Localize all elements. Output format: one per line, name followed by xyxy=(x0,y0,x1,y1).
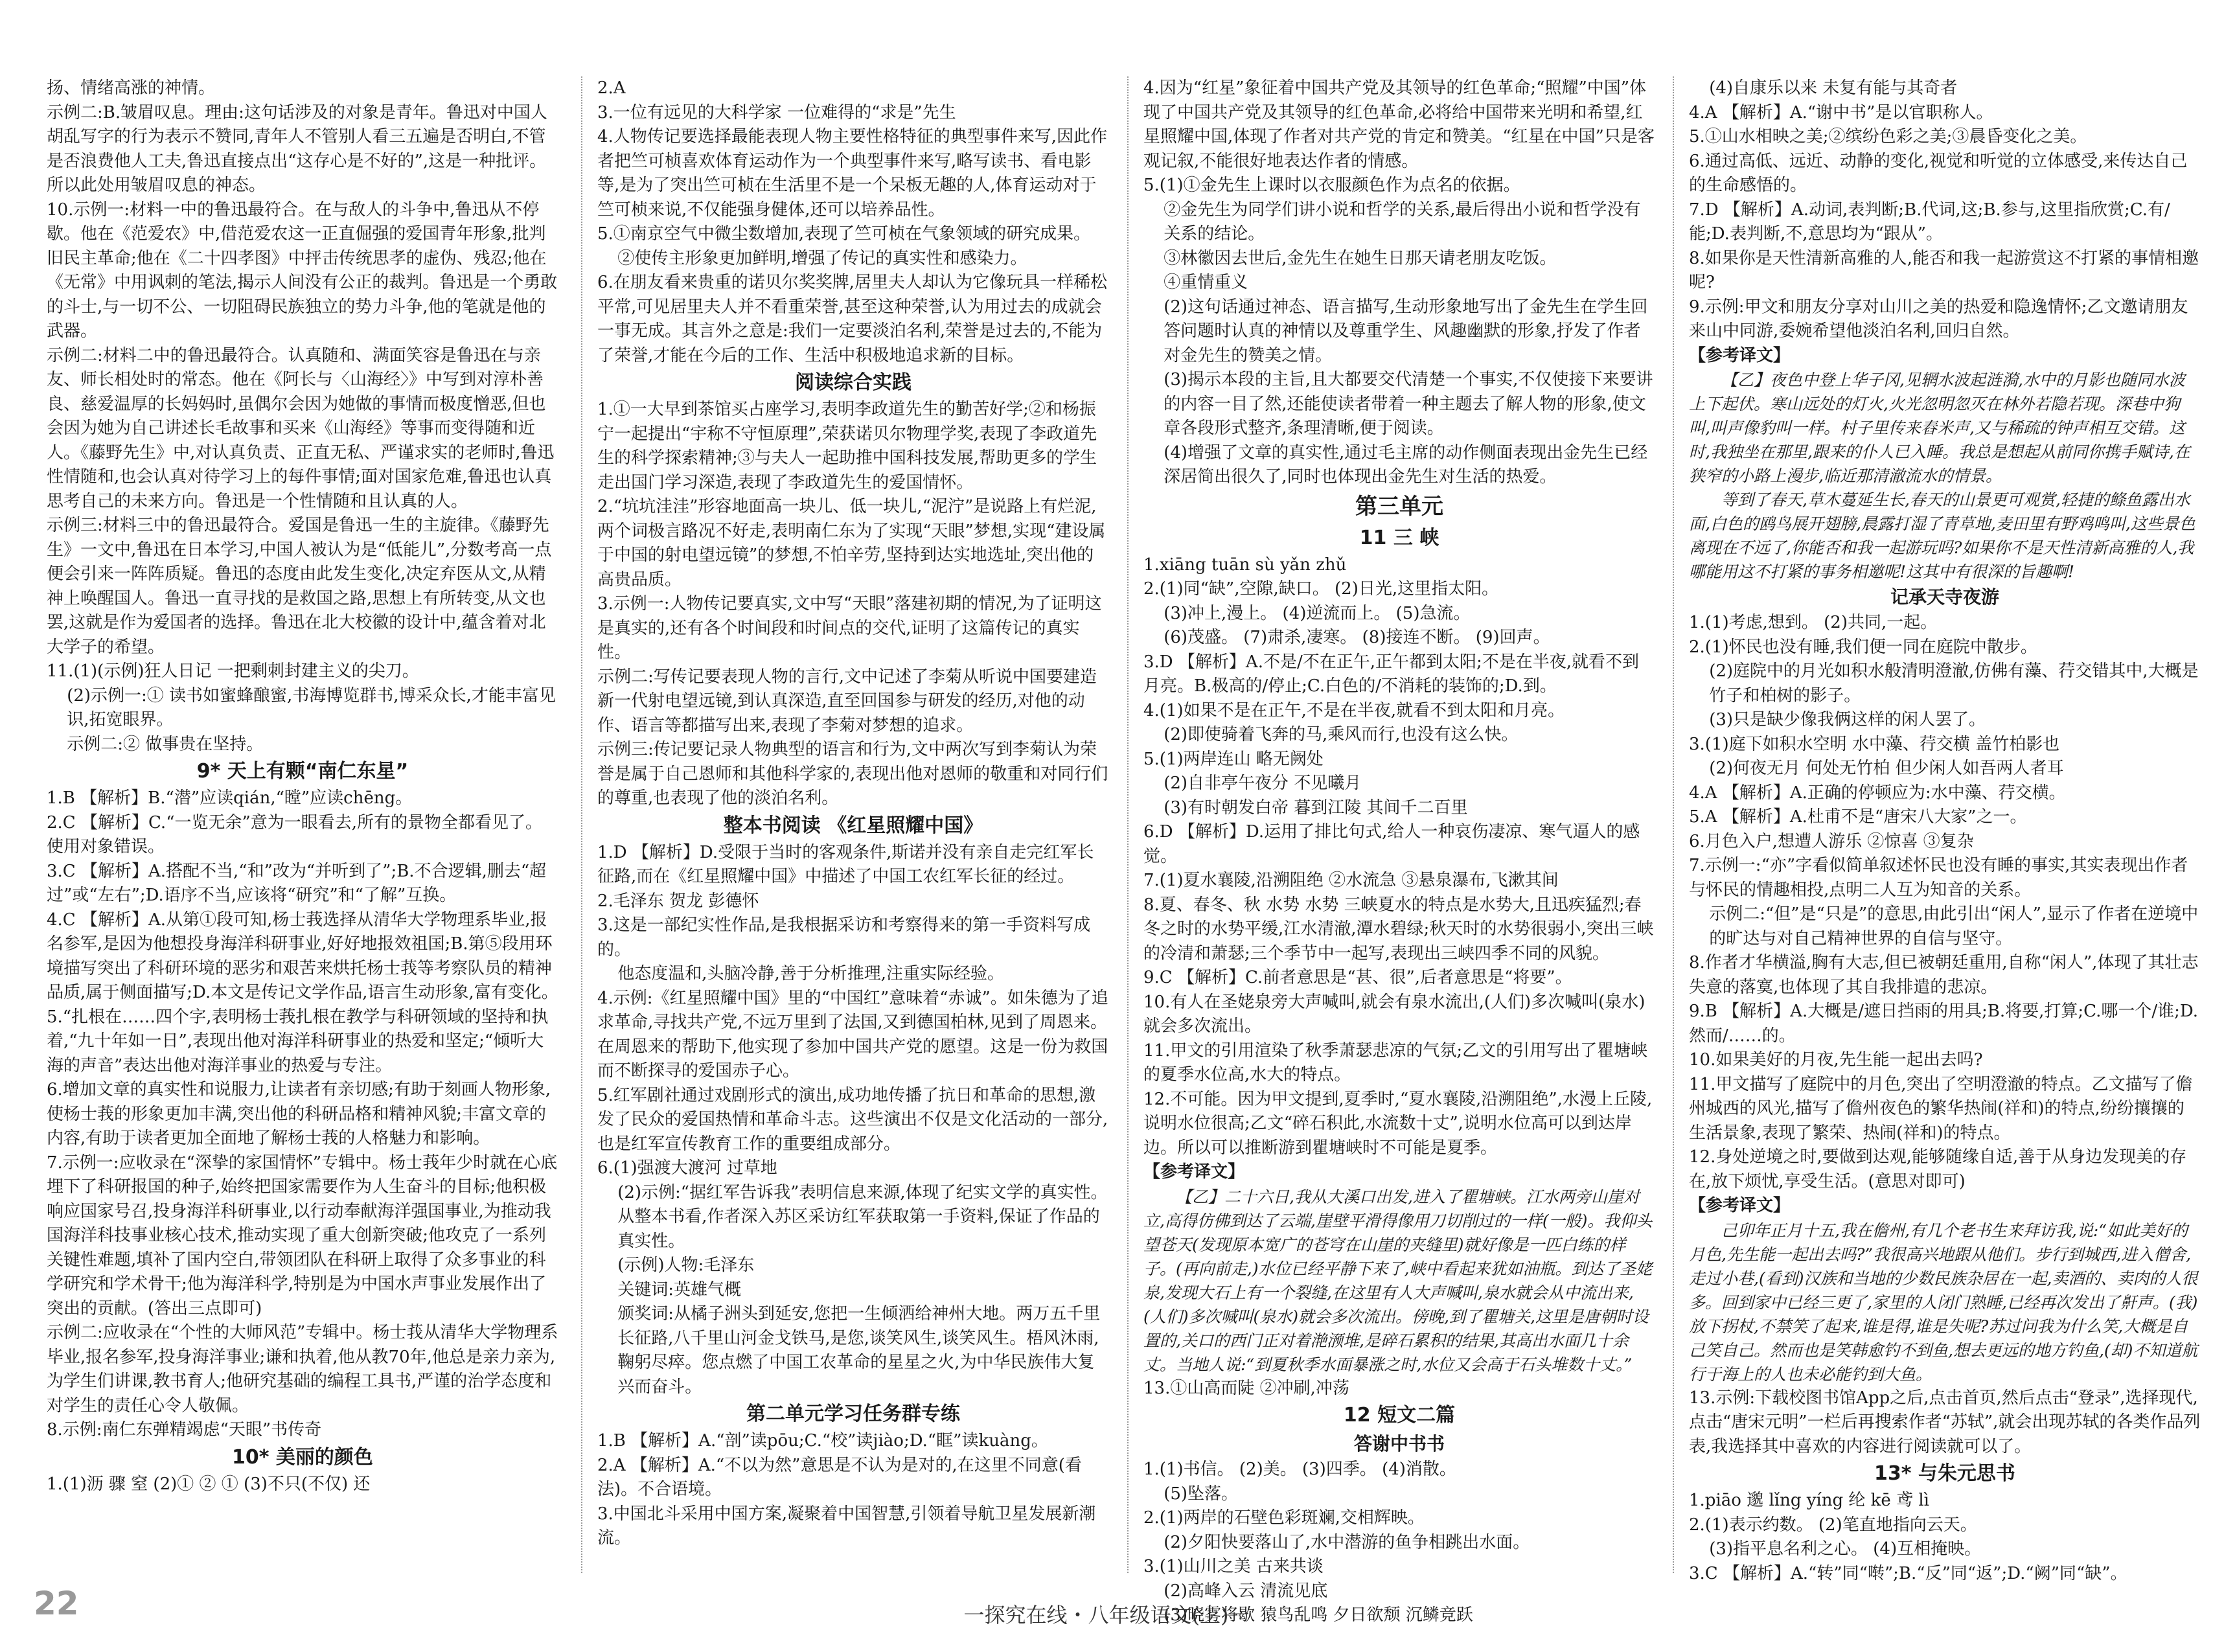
answer-paragraph: (4)增强了文章的真实性,通过毛主席的动作侧面表现出金先生已经深居简出很久了,同时也体现出金先生对生活的热爱。 xyxy=(1164,442,1648,487)
answer-paragraph: 2.(1)同“缺”,空隙,缺口。 (2)日光,这里指太阳。 xyxy=(1143,579,1499,599)
answer-paragraph: 1.(1)沥 骤 窒 (2)① ② ① (3)不只(不仅) 还 xyxy=(47,1474,371,1494)
answer-paragraph: 9.C 【解析】C.前者意思是“甚、很”,后者意思是“将要”。 xyxy=(1143,968,1572,987)
translation-paragraph: 【乙】夜色中登上华子冈,见辋水波起涟漪,水中的月影也随同水波上下起伏。寒山远处的灯火,火光忽明忽灭在林外若隐若现。深巷中狗叫,叫声像豹叫一样。村子里传来舂米声,又与稀疏的钟声相互交错。这时,我独坐在那里,跟来的仆人已入睡。我总是想起从前同你携手赋诗,在狭窄的小路上漫步,临近那清澈流水的情景。 xyxy=(1689,371,2190,485)
answer-paragraph: 7.示例一:“亦”字看似简单叙述怀民也没有睡的事实,其实表现出作者与怀民的情趣相投,点明二人互为知音的关系。 xyxy=(1689,856,2188,900)
answer-paragraph: 他态度温和,头脑冷静,善于分析推理,注重实际经验。 xyxy=(617,964,1004,983)
answer-paragraph: 8.如果你是天性清新高雅的人,能否和我一起游赏这不打紧的事情相邀呢? xyxy=(1689,248,2199,292)
answer-paragraph: 11.(1)(示例)狂人日记 一把剩刺封建主义的尖刀。 xyxy=(47,661,419,681)
answer-paragraph: 3.C 【解析】A.搭配不当,“和”改为“并听到了”;B.不合逻辑,删去“超过”或“左右”;D.语序不当,应该将“研究”和“了解”互换。 xyxy=(47,861,547,905)
answer-paragraph: 5.(1)两岸连山 略无阙处 xyxy=(1143,749,1324,769)
answer-paragraph: (3)指平息名利之心。 (4)互相掩映。 xyxy=(1709,1539,1982,1559)
answer-paragraph: 10.有人在圣姥泉旁大声喊叫,就会有泉水流出,(人们)多次喊叫(泉水)就会多次流出。 xyxy=(1143,992,1645,1036)
answer-paragraph: 2.C 【解析】C.“一览无余”意为一眼看去,所有的景物全都看见了。使用对象错误。 xyxy=(47,812,543,856)
answer-paragraph: 1.xiāng tuān sù yǎn zhǔ xyxy=(1143,555,1347,575)
sub-heading: 答谢中书书 xyxy=(1353,1433,1445,1454)
answer-paragraph: 4.A 【解析】A.“谢中书”是以官职称人。 xyxy=(1689,102,1993,122)
column-divider xyxy=(581,76,582,1573)
answer-paragraph: 6.在朋友看来贵重的诺贝尔奖奖牌,居里夫人却认为它像玩具一样稀松平常,可见居里夫人并不看重荣誉,甚至这种荣誉,认为用过去的成就会一事无成。其言外之意是:我们一定要淡泊名利,荣誉是过去的,不能为了荣誉,才能在今后的工作、生活中积极地追求新的目标。 xyxy=(597,273,1108,365)
answer-paragraph: 扬、情绪高涨的神情。 xyxy=(47,78,216,98)
section-heading: 12 短文二篇 xyxy=(1343,1404,1456,1427)
section-heading: 阅读综合实践 xyxy=(795,371,912,394)
answer-paragraph: 9.示例:甲文和朋友分享对山川之美的热爱和隐逸情怀;乙文邀请朋友来山中同游,委婉希望他淡泊名利,回归自然。 xyxy=(1689,297,2188,341)
answer-paragraph: 关键词:英雄气概 xyxy=(617,1279,741,1300)
answer-paragraph: 4.示例:《红星照耀中国》里的“中国红”意味着“赤诚”。如朱德为了追求革命,寻找共产党,不远万里到了法国,又到德国柏林,见到了周恩来。在周恩来的帮助下,他实现了参加中国共产党的愿望。这是一份为救国而不断探寻的爱国赤子心。 xyxy=(597,988,1108,1081)
answer-paragraph: 8.夏、春冬、秋 水势 水势 三峡夏水的特点是水势大,且迅疾猛烈;春冬之时的水势平缓,江水清澈,潭水碧绿;秋天时的水势很弱小,突出三峡的冷清和萧瑟;三个季节中一起写,表现出三峡四季不同的风貌。 xyxy=(1143,895,1654,963)
answer-paragraph: 1.B 【解析】B.“潜”应读qián,“瞠”应读chēng。 xyxy=(47,788,413,808)
translation-paragraph: 己卯年正月十五,我在儋州,有几个老书生来拜访我,说:“如此美好的月色,先生能一起出去吗?”我很高兴地跟从他们。步行到城西,进入僧舍,走过小巷,(看到)汉族和当地的少数民族杂居在一起,卖酒的、卖肉的人很多。回到家中已经三更了,家里的人闭门熟睡,已经再次发出了鼾声。(我)放下拐杖,不禁笑了起来,谁是得,谁是失呢?苏过问我为什么笑,大概是自己笑自己。然而也是笑韩愈钓不到鱼,想去更远的地方钓鱼,(却)不知道航行于海上的人也未必能钓到大鱼。 xyxy=(1689,1221,2198,1384)
answer-paragraph: 3.C 【解析】A.“转”同“啭”;B.“反”同“返”;D.“阙”同“缺”。 xyxy=(1689,1563,2127,1583)
answer-paragraph: (2)何夜无月 何处无竹柏 但少闲人如吾两人者耳 xyxy=(1709,759,2064,778)
answer-paragraph: 4.(1)如果不是在正午,不是在半夜,就看不到太阳和月亮。 xyxy=(1143,700,1565,720)
answer-paragraph: (2)这句话通过神态、语言描写,生动形象地写出了金先生在学生回答问题时认真的神情以及尊重学生、风趣幽默的形象,抒发了作者对金先生的赞美之情。 xyxy=(1164,297,1648,365)
answer-paragraph: 示例三:传记要记录人物典型的语言和行为,文中两次写到李菊认为荣誉是属于自己恩师和其他科学家的,表现出他对恩师的敬重和对同行们的尊重,也表现了他的淡泊名利。 xyxy=(597,740,1108,808)
answer-paragraph: 2.(1)表示约数。 (2)笔直地指向云天。 xyxy=(1689,1515,1977,1535)
answer-paragraph: 示例二:“但”是“只是”的意思,由此引出“闲人”,显示了作者在逆境中的旷达与对自己精神世界的自信与坚守。 xyxy=(1709,904,2199,948)
answer-paragraph: 1.piāo 邈 lǐng yíng 纶 kē 鸢 lì xyxy=(1689,1491,1929,1510)
answer-paragraph: 1.(1)书信。 (2)美。 (3)四季。 (4)消散。 xyxy=(1143,1460,1456,1479)
answer-paragraph: 3.(1)庭下如积水空明 水中藻、荇交横 盖竹柏影也 xyxy=(1689,734,2060,754)
answer-paragraph: 6.月色入户,想遭人游乐 ②惊喜 ③复杂 xyxy=(1689,831,1974,851)
answer-paragraph: 8.示例:南仁东弹精竭虑“天眼”书传奇 xyxy=(47,1420,322,1440)
answer-paragraph: 1.①一大早到茶馆买占座学习,表明李政道先生的勤苦好学;②和杨振宁一起提出“宇称不守恒原理”,荣获诺贝尔物理学奖,表现了李政道先生的科学探索精神;③与夫人一起助推中国科技发展,帮助更多的学生走出国门学习深造,表现了李政道先生的爱国情怀。 xyxy=(597,400,1097,492)
footer-title: 一探究在线・八年级语文(上)一 xyxy=(963,1603,1250,1627)
answer-paragraph: (3)揭示本段的主旨,且大都要交代清楚一个事实,不仅使接下来要讲的内容一目了然,还能使读者带着一种主题去了解人物的形象,使文章各段形式整齐,条理清晰,便于阅读。 xyxy=(1164,370,1653,438)
answer-paragraph: 4.C 【解析】A.从第①段可知,杨士莪选择从清华大学物理系毕业,报名参军,是因为他想投身海洋科研事业,好好地报效祖国;B.第⑤段用环境描写突出了科研环境的恶劣和艰苦来烘托杨士莪等考察队员的精神品质,属于侧面描写;D.本文是传记文学作品,语言生动形象,富有变化。 xyxy=(47,910,558,1002)
column-divider xyxy=(1673,76,1674,1573)
reference-label: 【参考译文】 xyxy=(1689,345,1791,365)
answer-paragraph: (3)只是缺少像我俩这样的闲人罢了。 xyxy=(1709,710,1986,729)
answer-paragraph: 12.不可能。因为甲文提到,夏季时,“夏水襄陵,沿溯阻绝”,水漫上丘陵,说明水位很高;乙文“碎石积此,水流数十丈”,说明水位高可以到达岸边。所以可以推断游到瞿塘峡时不可能是夏季。 xyxy=(1143,1089,1653,1158)
answer-paragraph: 3.D 【解析】A.不是/不在正午,正午都到太阳;不是在半夜,就看不到月亮。B.极高的/停止;C.白色的/不消耗的装饰的;D.到。 xyxy=(1143,652,1640,696)
answer-paragraph: 7.D 【解析】A.动词,表判断;B.代词,这;B.参与,这里指欣赏;C.有/能;D.表判断,不,意思均为“跟从”。 xyxy=(1689,200,2170,244)
answer-paragraph: (4)自康乐以来 未复有能与其奇者 xyxy=(1709,78,1958,98)
answer-paragraph: ④重情重义 xyxy=(1164,273,1248,292)
answer-column-1 xyxy=(47,76,558,1573)
answer-paragraph: 6.通过高低、远近、动静的变化,视觉和听觉的立体感受,来传达自己的生命感悟的。 xyxy=(1689,151,2188,195)
answer-paragraph: (示例)人物:毛泽东 xyxy=(617,1256,755,1275)
answer-paragraph: 7.(1)夏水襄陵,沿溯阻绝 ②水流急 ③悬泉瀑布,飞漱其间 xyxy=(1143,871,1559,890)
page-number: 22 xyxy=(34,1585,79,1622)
answer-paragraph: 颁奖词:从橘子洲头到延安,您把一生倾洒给神州大地。两万五千里长征路,八千里山河金戈铁马,是您,谈笑风生,谈笑风生。梧风沐雨,鞠躬尽瘁。您点燃了中国工农革命的星星之火,为中华民族伟大复兴而奋斗。 xyxy=(617,1304,1101,1397)
answer-paragraph: (3)冲上,漫上。 (4)逆流而上。 (5)急流。 xyxy=(1164,603,1471,623)
answer-paragraph: 9.B 【解析】A.大概是/遮日挡雨的用具;B.将要,打算;C.哪一个/谁;D.然而/……的。 xyxy=(1689,1002,2199,1046)
answer-paragraph: 7.示例一:应收录在“深挚的家国情怀”专辑中。杨士莪年少时就在心底埋下了科研报国的种子,始终把国家需要作为人生奋斗的目标;他积极响应国家号召,投身海洋科研事业,以行动奉献海洋强国事业,为推动我国海洋科技事业核心技术,推动实现了重大创新突破;他攻克了一系列关键性难题,填补了国内空白,带领团队在科研上取得了众多事业的科学研究和学术骨干;他为海洋科学,特别是为中国水声事业发展作出了突出的贡献。(答出三点即可) xyxy=(47,1153,558,1318)
answer-paragraph: ②金先生为同学们讲小说和哲学的关系,最后得出小说和哲学没有关系的结论。 xyxy=(1164,200,1641,244)
answer-paragraph: (2)自非亭午夜分 不见曦月 xyxy=(1164,774,1362,793)
column-divider xyxy=(1127,76,1129,1573)
answer-paragraph: 2.(1)怀民也没有睡,我们便一同在庭院中散步。 xyxy=(1689,637,2037,657)
answer-paragraph: 示例二:写传记要表现人物的言行,文中记述了李菊从听说中国要建造新一代射电望远镜,到认真深造,直至回国参与研发的经历,对他的动作、语言等都描写出来,表现了李菊对梦想的追求。 xyxy=(597,667,1097,735)
answer-paragraph: 13.示例:下载校图书馆App之后,点击首页,然后点击“登录”,选择现代,点击“唐宋元明”一栏后再搜索作者“苏轼”,就会出现苏轼的各类作品列表,我选择其中喜欢的内容进行阅读就可以了。 xyxy=(1689,1388,2201,1456)
answer-paragraph: 5.①南京空气中微尘数增加,表现了竺可桢在气象领域的研究成果。 xyxy=(597,224,1091,244)
answer-paragraph: 10.如果美好的月夜,先生能一起出去吗? xyxy=(1689,1050,1983,1070)
answer-paragraph: (3)晓雾将歇 猿鸟乱鸣 夕日欲颓 沉鳞竞跃 xyxy=(1164,1605,1473,1625)
answer-paragraph: 6.D 【解析】D.运用了排比句式,给人一种哀伤凄凉、寒气逼人的感觉。 xyxy=(1143,822,1640,866)
answer-paragraph: 13.①山高而陡 ②冲刷,冲荡 xyxy=(1143,1378,1349,1398)
answer-paragraph: 2.毛泽东 贺龙 彭德怀 xyxy=(597,891,759,911)
answer-paragraph: 5.A 【解析】A.杜甫不是“唐宋八大家”之一。 xyxy=(1689,807,2027,827)
answer-paragraph: 3.这是一部纪实性作品,是我根据采访和考察得来的第一手资料写成的。 xyxy=(597,915,1091,959)
section-heading: 11 三 峡 xyxy=(1359,526,1439,549)
unit-heading: 第三单元 xyxy=(1355,493,1443,520)
answer-paragraph: 1.D 【解析】D.受限于当时的客观条件,斯诺并没有亲自走完红军长征路,而在《红星照耀中国》中描述了中国工农红军长征的经过。 xyxy=(597,842,1094,886)
answer-paragraph: 示例二:② 做事贵在坚持。 xyxy=(67,734,264,754)
answer-paragraph: 3.一位有远见的大科学家 一位难得的“求是”先生 xyxy=(597,102,956,122)
answer-paragraph: 3.(1)山川之美 古来共谈 xyxy=(1143,1557,1324,1576)
answer-column-4 xyxy=(1689,76,2201,1583)
answer-paragraph: 11.甲文描写了庭院中的月色,突出了空明澄澈的特点。乙文描写了儋州城西的风光,描写了儋州夜色的繁华热闹(祥和)的特点,纷纷攘攘的生活景象,表现了繁荣、热闹(祥和)的特点。 xyxy=(1689,1074,2193,1143)
answer-paragraph: 5.红军剧社通过戏剧形式的演出,成功地传播了抗日和革命的思想,激发了民众的爱国热情和革命斗志。这些演出不仅是文化活动的一部分,也是红军宣传教育工作的重要组成部分。 xyxy=(597,1085,1108,1154)
section-heading: 整本书阅读 《红星照耀中国》 xyxy=(723,814,983,837)
answer-paragraph: 1.(1)考虑,想到。 (2)共同,一起。 xyxy=(1689,613,1938,632)
answer-paragraph: 示例二:B.皱眉叹息。理由:这句话涉及的对象是青年。鲁迅对中国人胡乱写字的行为表示不赞同,青年人不管别人看三五遍是否明白,不管是否浪费他人工夫,鲁迅直接点出“这存心是不好的”,这是一种批评。所以此处用皱眉叹息的神态。 xyxy=(47,102,547,195)
answer-paragraph: 示例二:应收录在“个性的大师风范”专辑中。杨士莪从清华大学物理系毕业,报名参军,投身海洋事业;谦和执着,他从教70年,他总是亲力亲为,为学生们讲课,教书育人;他研究基础的编程工具书,严谨的治学态度和对学生的责任心令人敬佩。 xyxy=(47,1323,558,1416)
answer-paragraph: (2)示例一:① 读书如蜜蜂酿蜜,书海博览群书,博采众长,才能丰富见识,拓宽眼界。 xyxy=(67,685,556,729)
answer-column-3 xyxy=(1143,76,1655,1625)
answer-paragraph: 2.A xyxy=(597,78,626,98)
section-heading: 9* 天上有颗“南仁东星” xyxy=(196,760,409,783)
answer-paragraph: 5.(1)①金先生上课时以衣服颜色作为点名的依据。 xyxy=(1143,176,1520,195)
section-heading: 10* 美丽的颜色 xyxy=(232,1445,373,1469)
answer-paragraph: (3)有时朝发白帝 暮到江陵 其间千二百里 xyxy=(1164,797,1468,818)
answer-paragraph: (2)庭院中的月光如积水般清明澄澈,仿佛有藻、荇交错其中,大概是竹子和柏树的影子。 xyxy=(1709,661,2199,706)
answer-paragraph: ③林徽因去世后,金先生在她生日那天请老朋友吃饭。 xyxy=(1164,248,1557,268)
answer-paragraph: 示例三:材料三中的鲁迅最符合。爱国是鲁迅一生的主旋律。《藤野先生》一文中,鲁迅在日本学习,中国人被认为是“低能儿”,分数考高一点便会引来一阵阵质疑。鲁迅的态度由此发生变化,决定弃医从文,从精神上唤醒国人。鲁迅一直寻找的是救国之路,思想上有所转变,从文也罢,这就是作为爱国者的选择。鲁迅在北大校徽的设计中,蕴含着对北大学子的希望。 xyxy=(47,516,552,657)
translation-paragraph: 【乙】二十六日,我从大溪口出发,进入了瞿塘峡。江水两旁山崖对立,高得仿佛到达了云端,崖壁平滑得像用刀切削过的一样(一般)。我仰头望苍天(发现原本宽广的苍穹在山崖的夹缝里)就好像是一匹白练的样子。(再向前走,)水位已经平静下来了,峡中看起来犹如油瓶。到达了圣姥泉,发现大石上有一个裂缝,在这里有人大声喊叫,泉水就会从中流出来,(人们)多次喊叫(泉水)就会多次流出。傍晚,到了瞿塘关,这里是唐朝时设置的,关口的西门正对着滟滪堆,是碎石累积的结果,其高出水面几十余丈。当地人说:“到夏秋季水面暴涨之时,水位又会高于石头堆数十丈。” xyxy=(1143,1187,1653,1374)
reference-label: 【参考译文】 xyxy=(1143,1162,1245,1182)
translation-paragraph: 等到了春天,草木蔓延生长,春天的山景更可观赏,轻捷的鲦鱼露出水面,白色的鸥鸟展开翅膀,晨露打湿了青草地,麦田里有野鸡鸣叫,这些景色离现在不远了,你能否和我一起游玩吗?如果你不是天性清新高雅的人,我哪能用这不打紧的事务相邀呢!这其中有很深的旨趣啊! xyxy=(1689,490,2196,581)
answer-paragraph: 10.示例一:材料一中的鲁迅最符合。在与敌人的斗争中,鲁迅从不停歇。他在《范爱农》中,借范爱农这一正直倔强的爱国青年形象,批判旧民主革命;他在《二十四孝图》中抨击传统思孝的虚伪、残忍;他在《无常》中用讽刺的笔法,揭示人间没有公正的裁判。鲁迅是一个勇敢的斗士,与一切不公、一切阻碍民族独立的势力斗争,他的笔就是他的武器。 xyxy=(47,200,558,341)
answer-paragraph: 11.甲文的引用渲染了秋季萧瑟悲凉的气氛;乙文的引用写出了瞿塘峡的夏季水位高,水大的特点。 xyxy=(1143,1040,1648,1084)
answer-paragraph: 8.作者才华横溢,胸有大志,但已被朝廷重用,自称“闲人”,体现了其壮志失意的落寞,也体现了其自我排遣的悲凉。 xyxy=(1689,953,2199,997)
answer-paragraph: 4.因为“红星”象征着中国共产党及其领导的红色革命;“照耀”中国”体现了中国共产党及其领导的红色革命,必将给中国带来光明和希望,红星照耀中国,体现了作者对共产党的肯定和赞美。“红星在中国”只是客观记叙,不能很好地表达作者的情感。 xyxy=(1143,78,1655,171)
answer-paragraph: 5.“扎根在……四个字,表明杨士莪扎根在教学与科研领域的坚持和执着,“九十年如一日”,表现出他对海洋科研事业的热爱和坚定;“倾听大海的声音”表达出他对海洋事业的热爱与专注。 xyxy=(47,1007,549,1075)
answer-paragraph: 12.身处逆境之时,要做到达观,能够随缘自适,善于从身边发现美的存在,放下烦忧,享受生活。(意思对即可) xyxy=(1689,1147,2187,1191)
answer-paragraph: 2.(1)两岸的石壁色彩斑斓,交相辉映。 xyxy=(1143,1508,1425,1528)
answer-paragraph: (5)坠落。 xyxy=(1164,1484,1239,1504)
answer-paragraph: 6.增加文章的真实性和说服力,让读者有亲切感;有助于刻画人物形象,使杨士莪的形象更加丰满,突出他的科研品格和精神风貌;丰富文章的内容,有助于读者更加全面地了解杨士莪的人格魅力和影响。 xyxy=(47,1080,551,1148)
answer-paragraph: (2)高峰入云 清流见底 xyxy=(1164,1581,1328,1601)
answer-paragraph: 5.①山水相映之美;②缤纷色彩之美;③晨昏变化之美。 xyxy=(1689,127,2087,146)
answer-paragraph: 3.中国北斗采用中国方案,凝聚着中国智慧,引领着导航卫星发展新潮流。 xyxy=(597,1504,1096,1548)
answer-paragraph: 示例二:材料二中的鲁迅最符合。认真随和、满面笑容是鲁迅在与亲友、师长相处时的常态。他在《阿长与〈山海经〉》中写到对淳朴善良、慈爱温厚的长妈妈时,虽偶尔会因为她做的事情而极度憎恶,但也会因为她为自己讲述长毛故事和买来《山海经》等事而变得随和近人。《藤野先生》中,对认真负责、正直无私、严谨求实的老师时,鲁迅性情随和,也会认真对待学习上的每件事情;面对国家危难,鲁迅也认真思考自己的未来方向。鲁迅是一个性情随和且认真的人。 xyxy=(47,345,555,511)
answer-paragraph: 6.(1)强渡大渡河 过草地 xyxy=(597,1158,777,1178)
answer-paragraph: 1.B 【解析】A.“剖”读pōu;C.“校”读jiào;D.“眶”读kuàng。 xyxy=(597,1431,1048,1451)
answer-column-2 xyxy=(597,76,1109,1573)
answer-paragraph: 2.“坑坑洼洼”形容地面高一块儿、低一块儿,“泥泞”是说路上有烂泥,两个词极言路况不好走,表明南仁东为了实现“天眼”梦想,实现“建设属于中国的射电望远镜”的梦想,不怕辛劳,坚持到达实地选址,突出他的高贵品质。 xyxy=(597,497,1106,590)
sub-heading: 记承天寺夜游 xyxy=(1890,586,1999,608)
section-heading: 第二单元学习任务群专练 xyxy=(746,1403,960,1425)
answer-paragraph: (2)示例:“据红军告诉我”表明信息来源,体现了纪实文学的真实性。从整本书看,作者深入苏区采访红军获取第一手资料,保证了作品的真实性。 xyxy=(617,1182,1108,1251)
reference-label: 【参考译文】 xyxy=(1689,1196,1791,1215)
answer-paragraph: 2.A 【解析】A.“不以为然”意思是不认为是对的,在这里不同意(看法)。不合语境。 xyxy=(597,1455,1082,1499)
answer-paragraph: ②使传主形象更加鲜明,增强了传记的真实性和感染力。 xyxy=(617,248,1027,268)
answer-paragraph: 4.人物传记要选择最能表现人物主要性格特征的典型事件来写,因此作者把竺可桢喜欢体育运动作为一个典型事件来写,略写读书、看电影等,是为了突出竺可桢在生活里不是一个呆板无趣的人,体育运动对于竺可桢来说,不仅能强身健体,还可以培养品性。 xyxy=(597,127,1108,220)
answer-paragraph: (6)茂盛。 (7)肃杀,凄寒。 (8)接连不断。 (9)回声。 xyxy=(1164,628,1550,647)
answer-paragraph: 4.A 【解析】A.正确的停顿应为:水中藻、荇交横。 xyxy=(1689,783,2066,803)
answer-paragraph: (2)夕阳快要落山了,水中潜游的鱼争相跳出水面。 xyxy=(1164,1532,1530,1552)
section-heading: 13* 与朱元思书 xyxy=(1874,1462,2015,1485)
answer-paragraph: (2)即使骑着飞奔的马,乘风而行,也没有这么快。 xyxy=(1164,725,1519,744)
answer-paragraph: 3.示例一:人物传记要真实,文中写“天眼”落建初期的情况,为了证明这是真实的,还有各个时间段和时间点的交代,证明了这篇传记的真实性。 xyxy=(597,594,1102,662)
